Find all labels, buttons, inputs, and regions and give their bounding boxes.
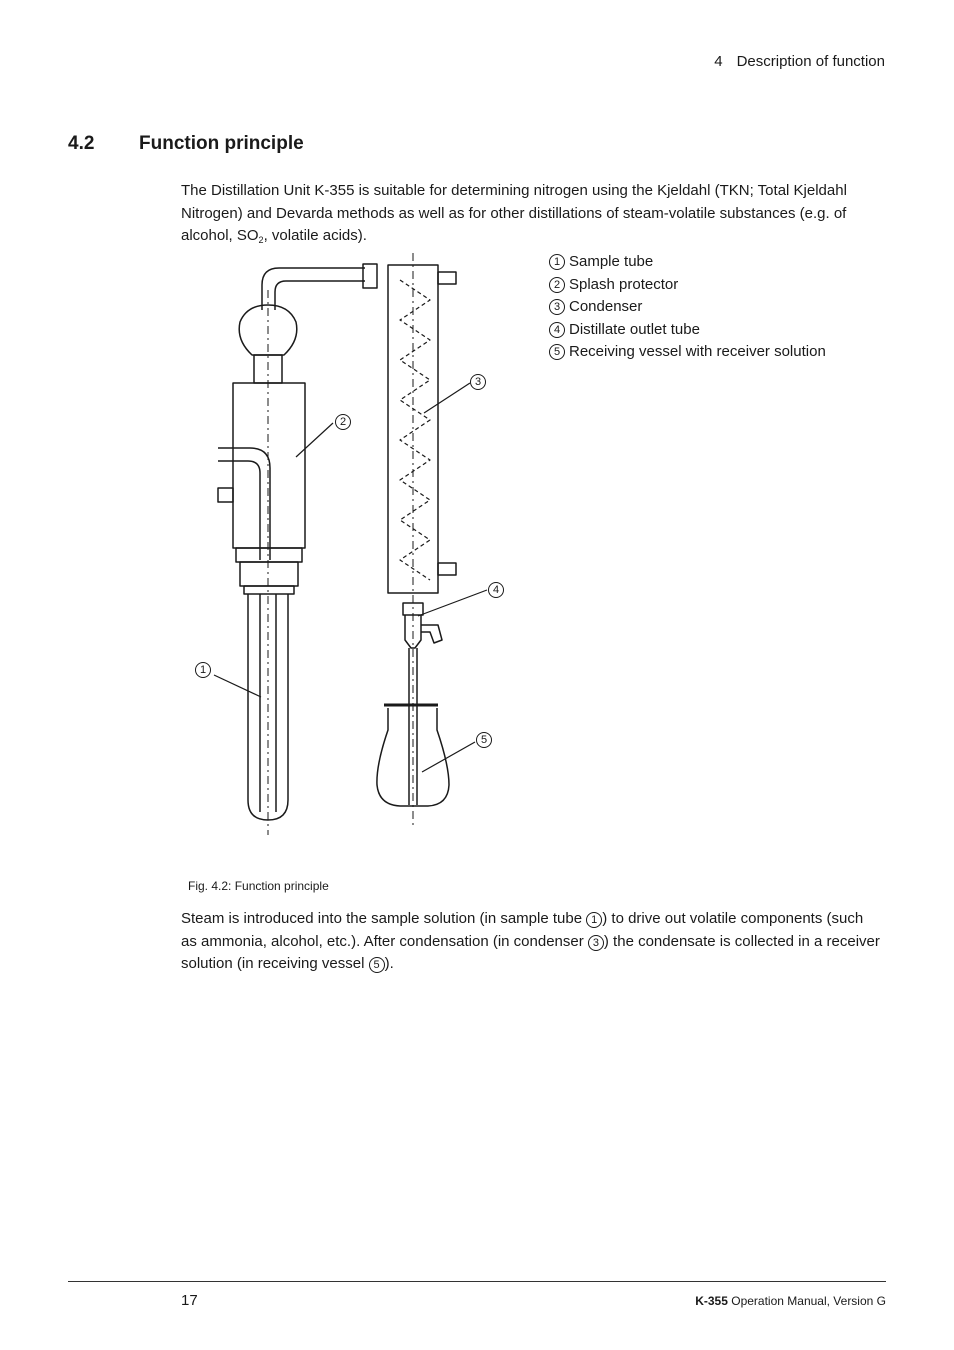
circled-number: 2 (549, 277, 565, 293)
chapter-title: Description of function (736, 53, 885, 70)
circled-number: 4 (549, 322, 565, 338)
callout-1: 1 (199, 664, 207, 676)
leader-5 (422, 742, 475, 772)
legend-item: 1 Sample tube (549, 251, 826, 274)
callout-3: 3 (474, 376, 482, 388)
body-paragraph: Steam is introduced into the sample solution (in sample tube 1 ) to drive out volatile components (such as ammonia, alcohol, etc.). After condensation (in condenser 3 ) the condensate is collected in a receiver solution (in receiving vessel 5 ). (181, 910, 880, 972)
steam-pipe (262, 268, 365, 310)
circled-number: 1 (549, 254, 565, 270)
circled-number: 1 (586, 912, 602, 928)
distillation-diagram (180, 250, 540, 850)
leader-3 (424, 383, 470, 413)
circled-number: 5 (549, 344, 565, 360)
coupling-lower (240, 562, 298, 586)
product-name: K-355 (695, 1294, 728, 1308)
leader-1 (214, 675, 261, 697)
condenser-port-bottom (438, 563, 456, 575)
section-title: Function principle (139, 133, 304, 154)
inlet-stub (218, 488, 233, 502)
legend-item: 4 Distillate outlet tube (549, 319, 826, 342)
splash-protector (233, 383, 305, 548)
intro-paragraph: The Distillation Unit K-355 is suitable for determining nitrogen using the Kjeldahl (TKN; Total Kjeldahl Nitrogen) and Devarda methods as well as for other distillations of steam-volatile substances (e.g. of alcohol, $SO_2$, volatile acids). (181, 182, 847, 245)
side-inlet (218, 448, 270, 560)
circled-number: 3 (549, 299, 565, 315)
running-header (714, 53, 885, 70)
legend-item: 3 Condenser (549, 296, 826, 319)
condenser-coil (400, 280, 430, 580)
coupling-upper (236, 548, 302, 562)
section-number: 4.2 (68, 133, 95, 154)
subscript-2: 2 (258, 235, 264, 245)
callout-4: 4 (492, 584, 500, 596)
footer-divider (68, 1281, 886, 1282)
leader-4 (418, 590, 487, 616)
figure-legend (549, 251, 826, 364)
circled-number: 5 (369, 957, 385, 973)
callout-2: 2 (339, 416, 347, 428)
legend-item: 5 Receiving vessel with receiver solution (549, 341, 826, 364)
page-number: 17 (181, 1292, 198, 1309)
pipe-coupling (363, 264, 377, 288)
callout-5: 5 (480, 734, 488, 746)
outlet-nozzle (421, 625, 442, 643)
circled-number: 3 (588, 935, 604, 951)
footer-doc-title: K-355 Operation Manual, Version G (695, 1294, 886, 1308)
condenser-port-top (438, 272, 456, 284)
coupling-rim (244, 586, 294, 594)
chapter-number: 4 (714, 53, 723, 70)
legend-item: 2 Splash protector (549, 274, 826, 297)
figure-caption: Fig. 4.2: Function principle (188, 879, 329, 893)
leader-2 (296, 423, 333, 457)
